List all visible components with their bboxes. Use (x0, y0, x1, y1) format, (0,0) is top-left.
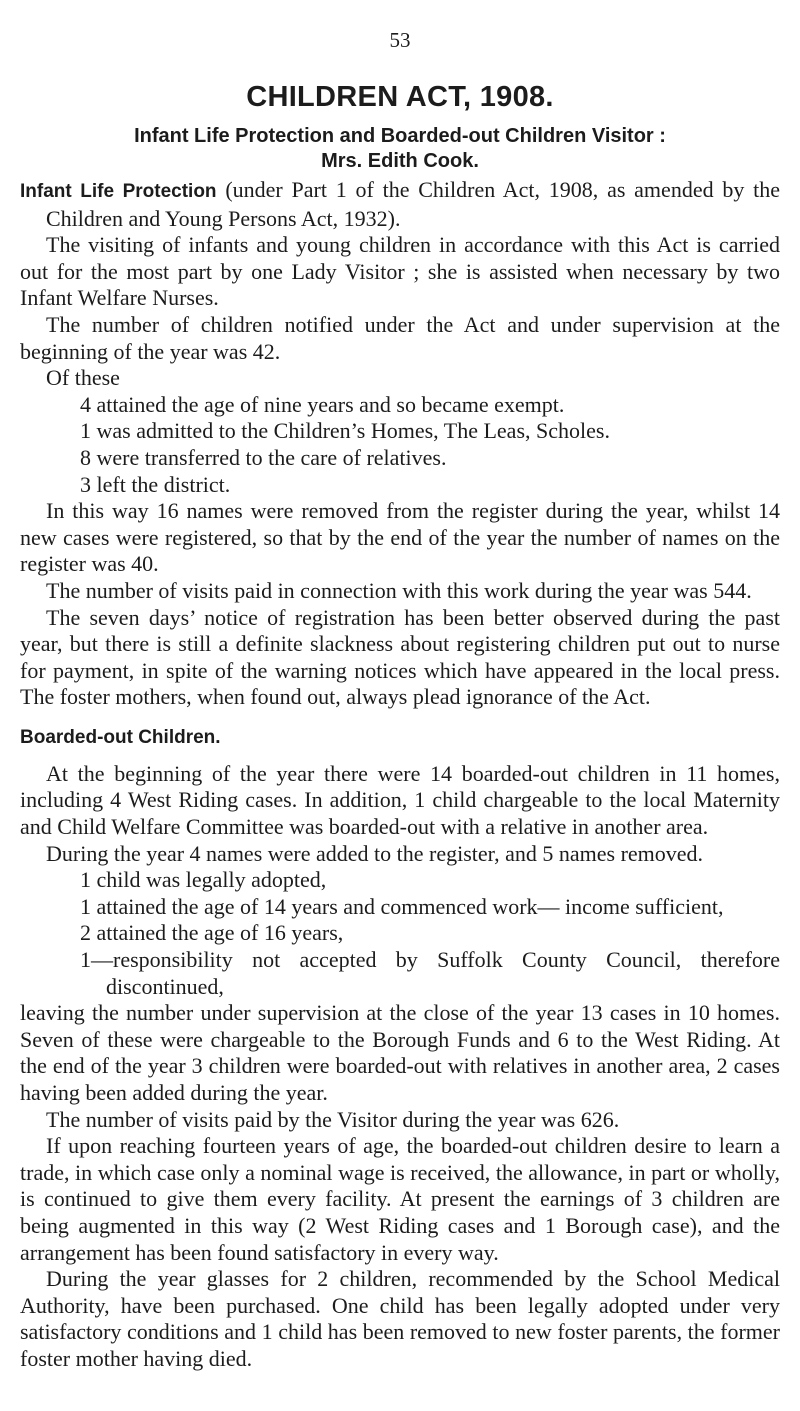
paragraph: If upon reaching fourteen years of age, the boarded-out children desire to learn a trade, in which case only a nominal wage is received, the allowance, in part or wholly, is continued to give them every facility. At present the earnings of 3 children are being augmented in this way (2 West Riding cases and 1 Borough case), and the arrangement has been found satisfactory in every way. (20, 1133, 780, 1265)
paragraph: leaving the number under supervision at the close of the year 13 cases in 10 homes. Seven of these were chargeable to the Borough Funds and 6 to the West Riding. At the end of the year 3 children were boarded-out with relatives in another area, 2 cases having been added during the year. (20, 1000, 780, 1105)
subtitle (70, 124, 730, 174)
list-item: 1 attained the age of 14 years and commenced work— income sufficient, (80, 893, 724, 919)
body-text (20, 177, 780, 1373)
paragraph: The number of children notified under the Act and under supervision at the beginning of the year was 42. (20, 311, 780, 364)
list-item: 1 child was legally adopted, (80, 867, 327, 893)
list-item: 1—responsibility not accepted by Suffolk County Council, therefore discontinued, (80, 947, 780, 999)
paragraph: During the year 4 names were added to the register, and 5 names removed. (46, 840, 704, 866)
infant-intro-text: (under Part 1 of the Children Act, 1908, as amended by the Children and Young Persons Act, 1932). (46, 177, 780, 231)
infant-intro-paragraph (20, 177, 780, 232)
list-item: 4 attained the age of nine years and so became exempt. (80, 391, 565, 417)
page-number: 53 (389, 28, 411, 52)
paragraph: At the beginning of the year there were 14 boarded-out children in 11 homes, including 4 West Riding cases. In addition, 1 child chargeable to the local Maternity and Child Welfare Committee was boarded-out with a relative in another area. (20, 760, 780, 840)
paragraph: During the year glasses for 2 children, recommended by the School Medical Authority, have been purchased. One child has been legally adopted under very satisfactory conditions and 1 child has been removed to new foster parents, the former foster mother having died. (20, 1266, 780, 1371)
paragraph: Of these (46, 365, 120, 391)
subtitle-line-1: Infant Life Protection and Boarded-out Children Visitor : (134, 125, 666, 147)
paragraph: The seven days’ notice of registration has been better observed during the past year, but there is still a definite slackness about registering children put out to nurse for payment, in spite of the warning notices which have appeared in the local press. The foster mothers, when found out, always plead ignorance of the Act. (20, 604, 780, 710)
paragraph: The visiting of infants and young children in accordance with this Act is carried out for the most part by one Lady Visitor ; she is assisted when necessary by two Infant Welfare Nurses. (20, 232, 780, 311)
list-item: 8 were transferred to the care of relatives. (80, 444, 447, 470)
subtitle-line-2: Mrs. Edith Cook. (321, 150, 479, 172)
paragraph: In this way 16 names were removed from the register during the year, whilst 14 new cases were registered, so that by the end of the year the number of names on the register was 40. (20, 498, 780, 577)
section-heading-boarded-out: Boarded-out Children. (20, 726, 221, 748)
paragraph: The number of visits paid in connection with this work during the year was 544. (46, 577, 752, 603)
list-item: 3 left the district. (80, 471, 231, 497)
page-title: CHILDREN ACT, 1908. (246, 81, 554, 113)
paragraph: The number of visits paid by the Visitor during the year was 626. (46, 1106, 620, 1132)
list-item: 2 attained the age of 16 years, (80, 920, 344, 946)
list-item: 1 was admitted to the Children’s Homes, The Leas, Scholes. (80, 418, 610, 444)
section-lead-infant: Infant Life Protection (20, 181, 217, 202)
